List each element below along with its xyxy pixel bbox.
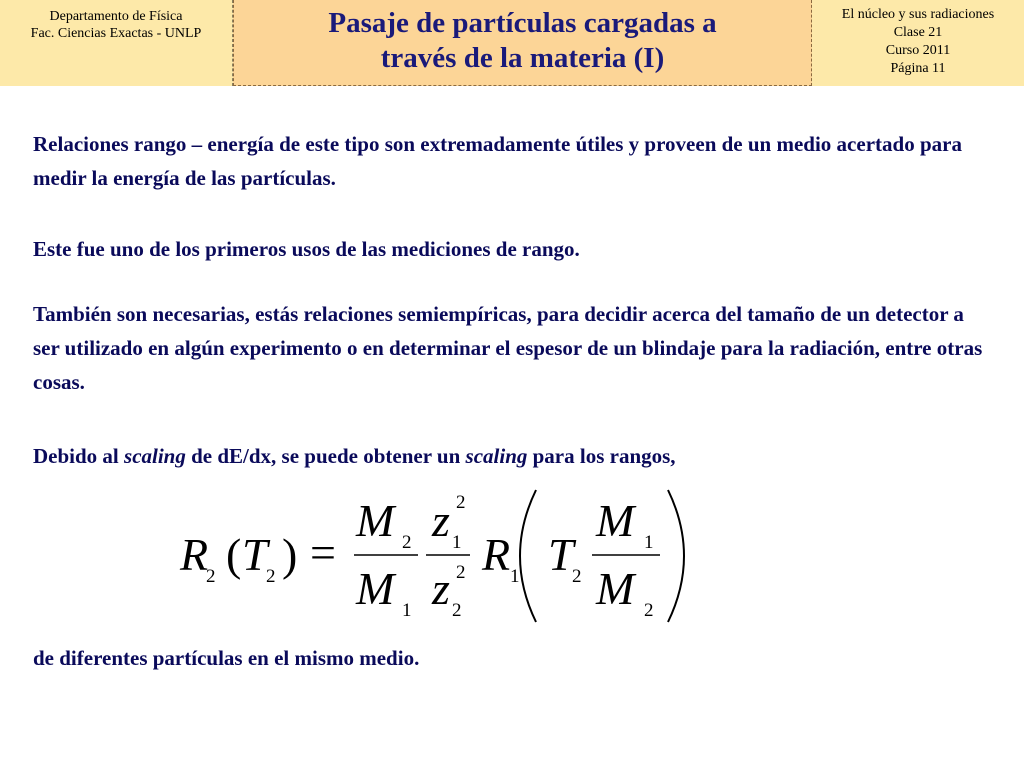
paragraph-5: de diferentes partículas en el mismo medio. [33,646,420,670]
equals-sign: = [310,527,336,578]
den-z-sup: 2 [456,562,466,583]
title-line2: través de la materia (I) [380,42,665,74]
inner-num-M-sub: 1 [644,532,654,553]
header-course-info [812,0,1024,86]
header-dept-line2: Fac. Ciencias Exactas - UNLP [30,26,202,41]
page-number: Página 11 [890,61,946,76]
page-title [233,0,812,86]
den-z: z [432,563,450,614]
title-line1: Pasaje de partículas cargadas a [328,7,717,39]
den-M-sub: 1 [402,600,412,621]
inner-den-M-sub: 2 [644,600,654,621]
num-z-sup: 2 [456,492,466,513]
den-M: M [356,563,395,614]
rparen: ) [282,529,298,580]
symbol-R1: R [482,529,511,580]
sub-R: 2 [206,566,216,587]
sub-R1: 1 [510,566,520,587]
num-z-sub: 1 [452,532,462,553]
paragraph-2: Este fue uno de los primeros usos de las mediciones de rango. [33,237,580,261]
num-M-sub: 2 [402,532,412,553]
paragraph-4 [33,439,993,473]
symbol-R: R [180,529,209,580]
symbol-T2: T [548,529,574,580]
range-scaling-formula [168,482,698,632]
p4-text-c: para los rangos, [527,444,676,468]
p4-text-a: Debido al [33,444,125,468]
course-name: El núcleo y sus radiaciones [841,7,995,22]
paragraph-1: Relaciones rango – energía de este tipo son extremadamente útiles y proveen de un medio acertado para medir la energía de las partículas. [33,132,962,190]
big-right-paren [668,490,684,622]
num-M: M [356,495,395,546]
p4-scaling-2: scaling [465,444,528,468]
p4-text-b: de dE/dx, se puede obtener un [185,444,466,468]
den-z-sub: 2 [452,600,462,621]
inner-num-M: M [596,495,635,546]
symbol-T: T [242,529,268,580]
big-left-paren [520,490,536,622]
p4-scaling-1: scaling [124,444,186,468]
num-z: z [432,495,450,546]
course-year: Curso 2011 [885,43,951,58]
class-number: Clase 21 [893,25,943,40]
lparen: ( [226,529,242,580]
sub-T2: 2 [572,566,582,587]
header-department [0,0,233,86]
header-dept-line1: Departamento de Física [49,9,183,24]
paragraph-3: También son necesarias, estás relaciones semiempíricas, para decidir acerca del tamaño de un detector a ser utilizado en algún experimento o en determinar el espesor de un blindaje para la radiación, entre otras cosas. [33,302,983,394]
sub-T: 2 [266,566,276,587]
inner-den-M: M [596,563,635,614]
